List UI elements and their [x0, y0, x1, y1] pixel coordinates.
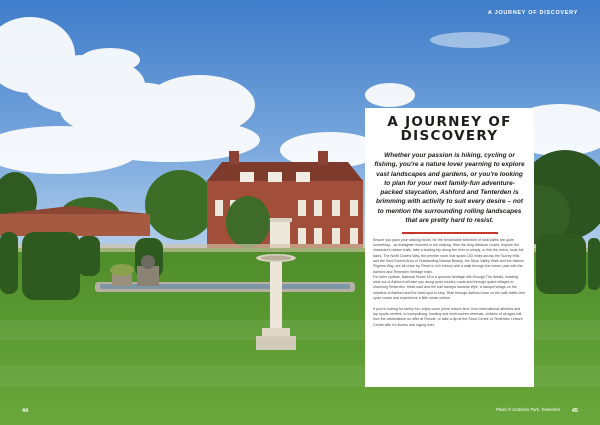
body-paragraph: For keen cyclists, National Route 18 is a glorious heritage ride through The Weald, heading west out of Ashford will take you along quiet country roads and through quaint villages to charming Tenterden. Head east and the trail sweeps towards Wye, a tranquil village on the outskirts of Ashford and the ideal spot to stop. Ride through Ashford town on the safe traffic-free cycle routes and experience a little urban culture.: [373, 274, 525, 301]
photo-credit: Photo © Godinton Park, Tenterden: [495, 407, 560, 412]
article-intro: Whether your passion is hiking, cycling or fishing, you're a nature lover yearning to explore vast landscapes and gardens, or you're looking to plan for your next family-fun adventure-packed staycation, Ashford and Tenterden is brimming with activity to suit every desire – not to mention the surrounding rolling landscapes that are pretty hard to resist.: [374, 152, 525, 225]
accent-rule: [402, 232, 498, 233]
article-title-line2: DISCOVERY: [400, 127, 499, 144]
body-paragraph: If you're looking for family fun, enjoy some prime leisure time: from international athletics and top sports centres, to trampolining, bowling and multi-screen cinemas, children of all ages will love the celebrations on offer at Fiesole, or take a dip at the Stour Centre or Tenterden Leisure Centre with it's flumes and raging river.: [373, 306, 523, 327]
page-number-left: 44: [22, 408, 29, 414]
distant-buildings: [0, 214, 150, 236]
article-title-line1: A JOURNEY OF: [387, 114, 512, 130]
page-number-right: 45: [571, 408, 578, 414]
body-paragraph: Ensure you pack your walking boots, for the remarkable selection of rural paths are quite something – an instagram moment in the making. Hike the long-distance routes, explore the character's hidden trails, take a leading trip along the river or simply, or fish the rivers, hook-full lakes. The North Downs Way, the premier route that spans 153 miles across the Surrey Hills and the Kent Downs Area of Outstanding Natural Beauty, the Stour Valley Walk and the historic Pilgrims Way, are all close by. Revel in rich history with a walk through the towns' past with the Ashford and Tenterden heritage trails.: [373, 237, 524, 274]
article-panel: [365, 108, 534, 387]
section-tag: A JOURNEY OF DISCOVERY: [487, 10, 578, 16]
article-title: [373, 116, 526, 143]
manor-house: [207, 151, 363, 250]
